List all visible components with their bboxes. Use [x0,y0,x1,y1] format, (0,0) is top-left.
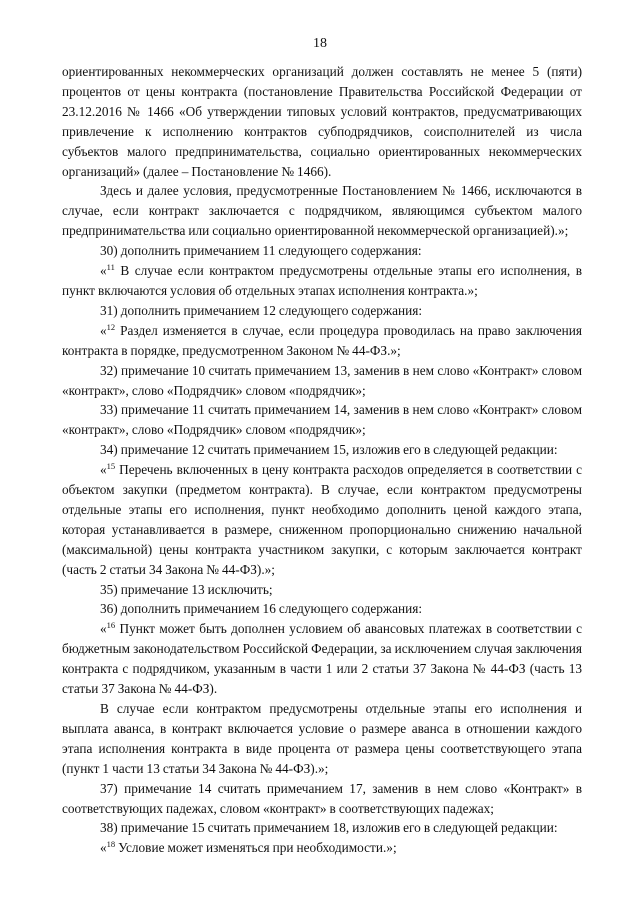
paragraph-text: 35) примечание 13 исключить; [100,581,273,597]
footnote-number: 11 [106,262,115,273]
footnote-number: 18 [106,839,116,850]
paragraph [62,261,582,301]
paragraph [62,580,582,600]
paragraph [62,779,582,819]
paragraph-text: Раздел изменяется в случае, если процедура проводилась на право заключения контракта в порядке, предусмотренном Законом № 44-ФЗ.»; [62,322,582,358]
paragraph-text: 36) дополнить примечанием 16 следующего содержания: [100,601,423,617]
paragraph-text: « [100,621,107,637]
paragraph-text: 32) примечание 10 считать примечанием 13, заменив в нем слово «Контракт» словом «контракт», слово «Подрядчик» словом «подрядчик»; [62,362,582,398]
paragraph [62,460,582,579]
paragraph-text: « [100,462,107,478]
paragraph [62,838,582,858]
paragraph-text: 33) примечание 11 считать примечанием 14, заменив в нем слово «Контракт» словом «контракт», слово «Подрядчик» словом «подрядчик»; [62,402,582,438]
paragraph-text: « [100,322,107,338]
paragraph [62,818,582,838]
footnote-number: 16 [106,620,116,631]
paragraph-text: 30) дополнить примечанием 11 следующего содержания: [100,243,422,259]
paragraph-text: ориентированных некоммерческих организаций должен составлять не менее 5 (пяти) процентов от цены контракта (постановление Правительства Российской Федерации от 23.12.2016 № 1466 «Об утверждении типовых условий контрактов, предусматривающих привлечение к исполнению контрактов субподрядчиков, соисполнителей из числа субъектов малого предпринимательства, социально ориентированных некоммерческих организаций» (далее – Постановление № 1466). [62,64,582,179]
paragraph-text: В случае если контрактом предусмотрены отдельные этапы его исполнения, в пункт включаются условия об отдельных этапах исполнения контракта.»; [62,263,582,298]
paragraph-text: В случае если контрактом предусмотрены отдельные этапы его исполнения и выплата аванса, в контракт включается условие о размере аванса в отношении каждого этапа исполнения контракта в виде процента от размера цены соответствующего этапа (пункт 1 части 13 статьи 34 Закона № 44-ФЗ).»; [62,701,582,776]
paragraph [62,400,582,440]
paragraph-text: « [100,840,107,856]
paragraph-text: 31) дополнить примечанием 12 следующего содержания: [100,302,423,318]
paragraph-text: « [100,263,107,279]
paragraph [62,440,582,460]
paragraph [62,62,582,181]
paragraph [62,301,582,321]
paragraph-text: Условие может изменяться при необходимости.»; [115,840,397,856]
footnote-number: 12 [106,321,116,332]
paragraph [62,699,582,779]
paragraph-text: 34) примечание 12 считать примечанием 15, изложив его в следующей редакции: [100,442,558,458]
paragraph-text: 37) примечание 14 считать примечанием 17, заменив в нем слово «Контракт» в соответствующих падежах, словом «контракт» в соответствующих падежах; [62,780,582,816]
paragraph [62,241,582,261]
paragraph [62,619,582,699]
paragraph [62,321,582,361]
footnote-number: 15 [106,461,116,472]
paragraph-text: Пункт может быть дополнен условием об авансовых платежах в соответствии с бюджетным законодательством Российской Федерации, за исключением случая заключения контракта с подрядчиком, указанным в части 1 или 2 статьи 37 Закона № 44-ФЗ (часть 13 статьи 37 Закона № 44-ФЗ). [62,621,582,697]
document-body [62,62,582,858]
paragraph [62,361,582,401]
paragraph-text: Перечень включенных в цену контракта расходов определяется в соответствии с объектом закупки (предметом контракта). В случае, если контрактом предусмотрены отдельные этапы его исполнения, пункт необходимо дополнить ценой каждого этапа, которая устанавливается в размере, сниженном пропорционально снижению начальной (максимальной) цены контракта участником закупки, с которым заключается контракт (часть 2 статьи 34 Закона № 44-ФЗ).»; [62,462,582,577]
paragraph [62,181,582,241]
paragraph [62,599,582,619]
paragraph-text: 38) примечание 15 считать примечанием 18, изложив его в следующей редакции: [100,820,558,836]
paragraph-text: Здесь и далее условия, предусмотренные Постановлением № 1466, исключаются в случае, если контракт заключается с подрядчиком, являющимся субъектом малого предпринимательства или социально ориентированной некоммерческой организацией).»; [62,183,582,239]
page-number: 18 [313,36,327,51]
